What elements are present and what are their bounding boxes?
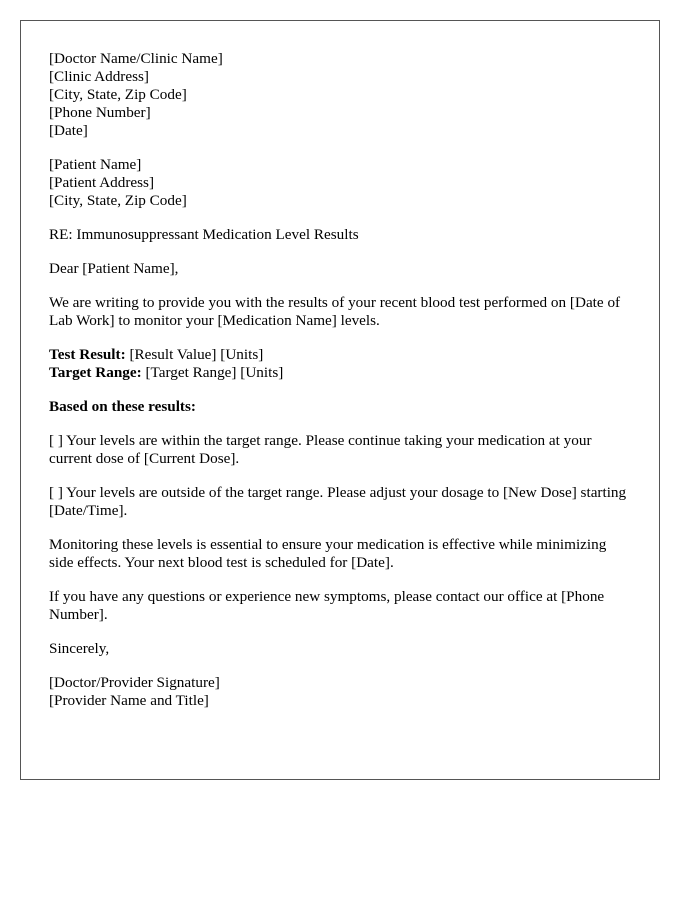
sender-block xyxy=(49,50,631,140)
letter-page xyxy=(20,20,660,780)
target-range-line xyxy=(49,364,631,382)
recipient-name: [Patient Name] xyxy=(49,156,142,173)
signature-block xyxy=(49,674,631,710)
letter-date: [Date] xyxy=(49,122,88,139)
sender-address: [Clinic Address] xyxy=(49,68,149,85)
option-outside-range: [ ] Your levels are outside of the target range. Please adjust your dosage to [New Dose] starting [Date/Time]. xyxy=(49,484,627,519)
test-result-label: Test Result: xyxy=(49,346,126,363)
recipient-city-state-zip: [City, State, Zip Code] xyxy=(49,192,187,209)
based-on-heading: Based on these results: xyxy=(49,398,196,415)
signature-line: [Doctor/Provider Signature] xyxy=(49,674,220,691)
contact-paragraph: If you have any questions or experience new symptoms, please contact our office at [Phone Number]. xyxy=(49,588,605,623)
monitoring-paragraph: Monitoring these levels is essential to ensure your medication is effective while minimizing side effects. Your next blood test is scheduled for [Date]. xyxy=(49,536,607,571)
provider-name-title: [Provider Name and Title] xyxy=(49,692,209,709)
sender-phone: [Phone Number] xyxy=(49,104,151,121)
sender-name: [Doctor Name/Clinic Name] xyxy=(49,50,223,67)
recipient-address: [Patient Address] xyxy=(49,174,155,191)
option-within-range: [ ] Your levels are within the target range. Please continue taking your medication at your current dose of [Current Dose]. xyxy=(49,432,592,467)
closing: Sincerely, xyxy=(49,640,110,657)
test-result-line xyxy=(49,346,631,364)
sender-city-state-zip: [City, State, Zip Code] xyxy=(49,86,187,103)
results-block xyxy=(49,346,631,382)
recipient-block xyxy=(49,156,631,210)
salutation: Dear [Patient Name], xyxy=(49,260,179,277)
test-result-value: [Result Value] [Units] xyxy=(125,346,264,363)
subject-line: RE: Immunosuppressant Medication Level Results xyxy=(49,226,359,243)
target-range-label: Target Range: xyxy=(49,364,142,381)
target-range-value: [Target Range] [Units] xyxy=(141,364,284,381)
intro-paragraph: We are writing to provide you with the results of your recent blood test performed on [Date of Lab Work] to monitor your [Medication Name] levels. xyxy=(49,294,621,329)
